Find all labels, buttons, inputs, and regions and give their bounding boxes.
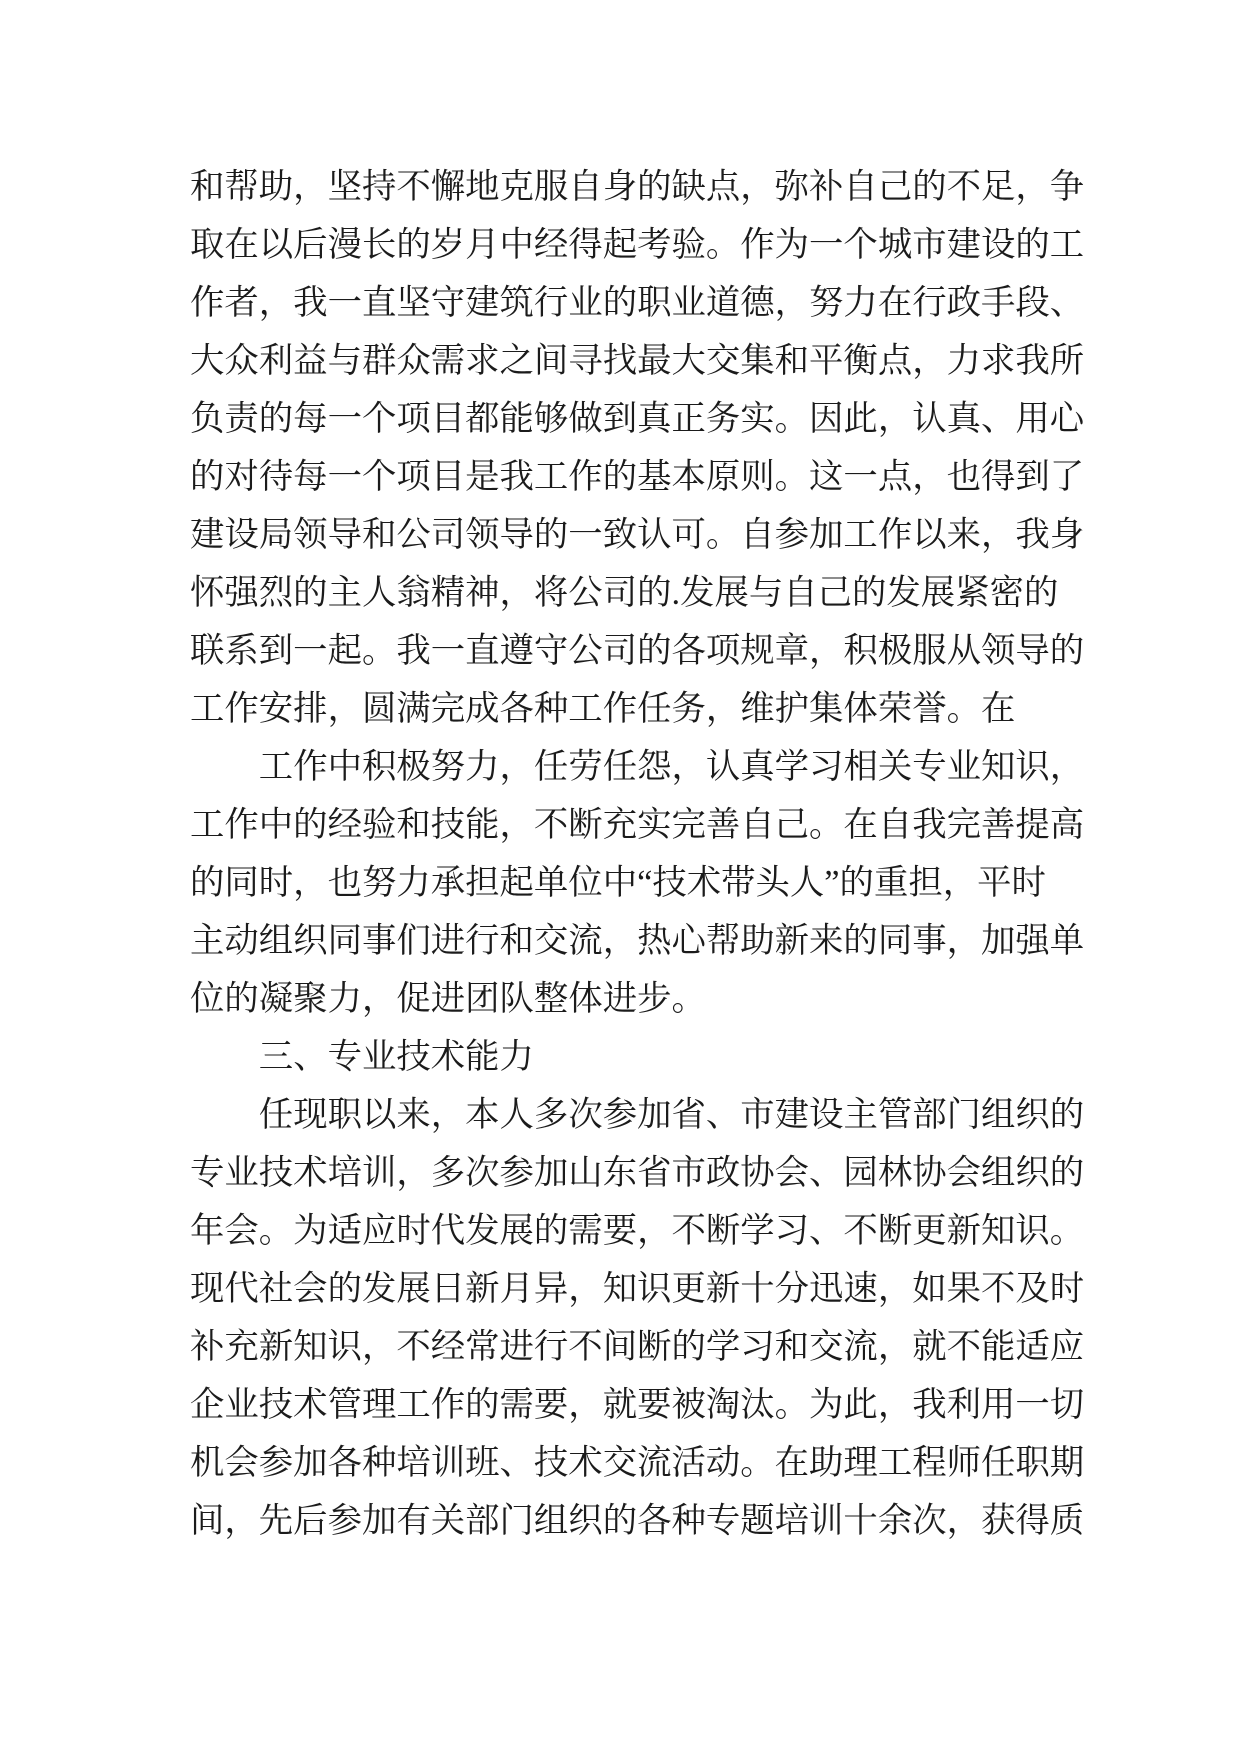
text-line: 建设局领导和公司领导的一致认可。自参加工作以来，我身 xyxy=(190,516,1085,554)
text-line: 补充新知识，不经常进行不间断的学习和交流，就不能适应 xyxy=(190,1328,1085,1366)
text-line: 年会。为适应时代发展的需要，不断学习、不断更新知识。 xyxy=(190,1212,1085,1250)
text-line: 三、专业技术能力 xyxy=(258,1038,534,1076)
text-line: 怀强烈的主人翁精神，将公司的.发展与自己的发展紧密的 xyxy=(190,574,1059,612)
text-line: 大众利益与群众需求之间寻找最大交集和平衡点，力求我所 xyxy=(190,342,1085,380)
text-line: 位的凝聚力，促进团队整体进步。 xyxy=(190,980,706,1018)
text-line: 工作中积极努力，任劳任怨，认真学习相关专业知识， xyxy=(258,748,1085,786)
text-line: 和帮助，坚持不懈地克服自身的缺点，弥补自己的不足，争 xyxy=(190,168,1085,206)
text-line: 现代社会的发展日新月异，知识更新十分迅速，如果不及时 xyxy=(190,1270,1085,1308)
text-line: 主动组织同事们进行和交流，热心帮助新来的同事，加强单 xyxy=(190,922,1085,960)
text-line: 企业技术管理工作的需要，就要被淘汰。为此，我利用一切 xyxy=(190,1386,1085,1424)
text-line: 负责的每一个项目都能够做到真正务实。因此，认真、用心 xyxy=(190,400,1085,438)
text-line: 专业技术培训，多次参加山东省市政协会、园林协会组织的 xyxy=(190,1154,1085,1192)
text-line: 作者，我一直坚守建筑行业的职业道德，努力在行政手段、 xyxy=(190,284,1085,322)
text-line: 工作安排，圆满完成各种工作任务，维护集体荣誉。在 xyxy=(190,690,1016,728)
text-line: 任现职以来，本人多次参加省、市建设主管部门组织的 xyxy=(258,1096,1085,1134)
text-line: 工作中的经验和技能，不断充实完善自己。在自我完善提高 xyxy=(190,806,1085,844)
text-line: 的同时，也努力承担起单位中“技术带头人”的重担，平时 xyxy=(190,864,1046,902)
text-line: 取在以后漫长的岁月中经得起考验。作为一个城市建设的工 xyxy=(190,226,1085,264)
text-line: 的对待每一个项目是我工作的基本原则。这一点，也得到了 xyxy=(190,458,1085,496)
text-line: 联系到一起。我一直遵守公司的各项规章，积极服从领导的 xyxy=(190,632,1085,670)
text-line: 机会参加各种培训班、技术交流活动。在助理工程师任职期 xyxy=(190,1444,1085,1482)
text-line: 间，先后参加有关部门组织的各种专题培训十余次，获得质 xyxy=(190,1502,1085,1540)
